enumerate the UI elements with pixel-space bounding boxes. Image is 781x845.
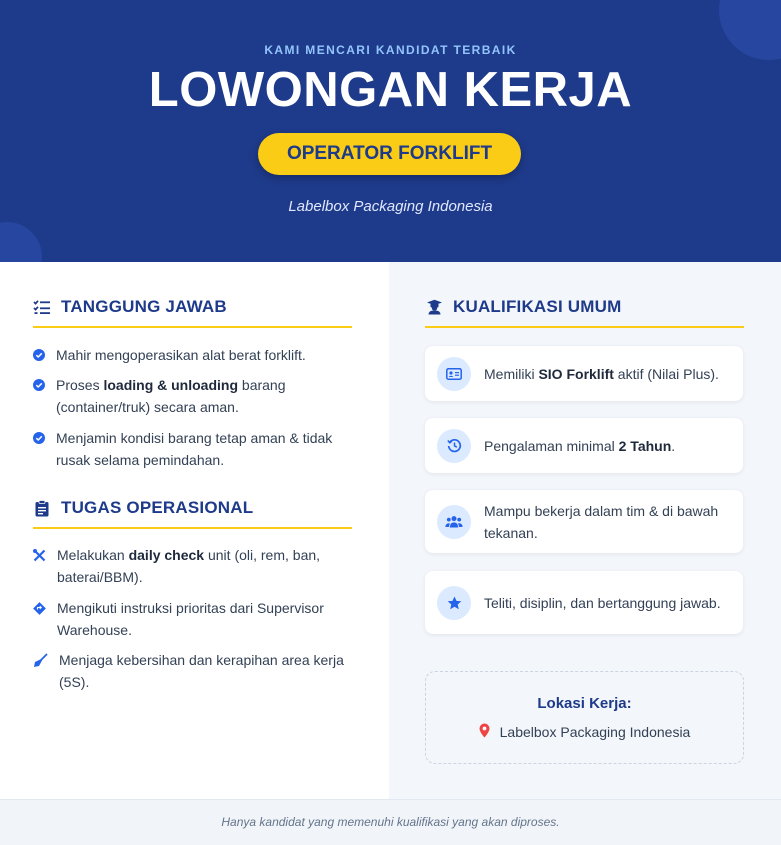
- qualifications-heading: [425, 297, 744, 328]
- list-item: [33, 344, 363, 366]
- qualification-card: [425, 571, 743, 634]
- diamond-direction-icon: [33, 597, 46, 619]
- id-card-icon: [437, 357, 471, 391]
- item-text: Pengalaman minimal 2 Tahun.: [484, 437, 676, 454]
- item-text: Melakukan daily check unit (oli, rem, ban, baterai/BBM).: [57, 547, 321, 585]
- clipboard-icon: [33, 499, 51, 517]
- item-text: Menjaga kebersihan dan kerapihan area kerja (5S).: [59, 652, 344, 690]
- history-icon: [437, 429, 471, 463]
- section-title: TANGGUNG JAWAB: [61, 297, 227, 316]
- check-circle-icon: [33, 344, 45, 366]
- check-circle-icon: [33, 374, 45, 396]
- section-title: KUALIFIKASI UMUM: [453, 297, 622, 316]
- item-text: Mahir mengoperasikan alat berat forklift.: [56, 347, 306, 363]
- list-item: [33, 544, 363, 588]
- graduate-icon: [425, 298, 443, 316]
- qualification-card: [425, 490, 743, 553]
- location-value: Labelbox Packaging Indonesia: [499, 724, 691, 740]
- item-text: Memiliki SIO Forklift aktif (Nilai Plus).: [484, 365, 719, 382]
- list-item: [33, 374, 363, 418]
- work-location-box: [425, 671, 744, 764]
- list-item: [33, 597, 363, 641]
- decorative-circle: [0, 222, 42, 262]
- check-circle-icon: [33, 427, 45, 449]
- item-text: Teliti, disiplin, dan bertanggung jawab.: [484, 594, 721, 611]
- page-title: LOWONGAN KERJA: [148, 63, 633, 117]
- item-text: Mampu bekerja dalam tim & di bawah tekanan.: [484, 502, 719, 541]
- header-eyebrow: KAMI MENCARI KANDIDAT TERBAIK: [264, 43, 517, 57]
- map-pin-icon: [479, 723, 490, 741]
- company-name: Labelbox Packaging Indonesia: [288, 198, 493, 215]
- location-title: Lokasi Kerja:: [537, 695, 632, 712]
- tools-icon: [33, 544, 46, 566]
- footer: [0, 799, 781, 845]
- job-role-badge: OPERATOR FORKLIFT: [258, 133, 521, 175]
- list-item: [33, 649, 363, 693]
- list-item: [33, 427, 363, 471]
- item-text: Mengikuti instruksi prioritas dari Supervisor Warehouse.: [57, 600, 324, 638]
- star-icon: [437, 586, 471, 620]
- tasks-heading: [33, 498, 352, 529]
- item-text: Menjamin kondisi barang tetap aman & tidak rusak selama pemindahan.: [56, 430, 333, 468]
- broom-icon: [33, 649, 48, 671]
- left-column: [0, 262, 389, 799]
- responsibilities-heading: [33, 297, 352, 328]
- qualification-card: [425, 346, 743, 401]
- item-text: Proses loading & unloading barang (container/truk) secara aman.: [56, 377, 286, 415]
- footer-note: Hanya kandidat yang memenuhi kualifikasi yang akan diproses.: [221, 815, 560, 829]
- location-row: [426, 723, 743, 741]
- qualification-card: [425, 418, 743, 473]
- list-check-icon: [33, 298, 51, 316]
- header-banner: [0, 0, 781, 262]
- section-title: TUGAS OPERASIONAL: [61, 498, 254, 517]
- team-icon: [437, 505, 471, 539]
